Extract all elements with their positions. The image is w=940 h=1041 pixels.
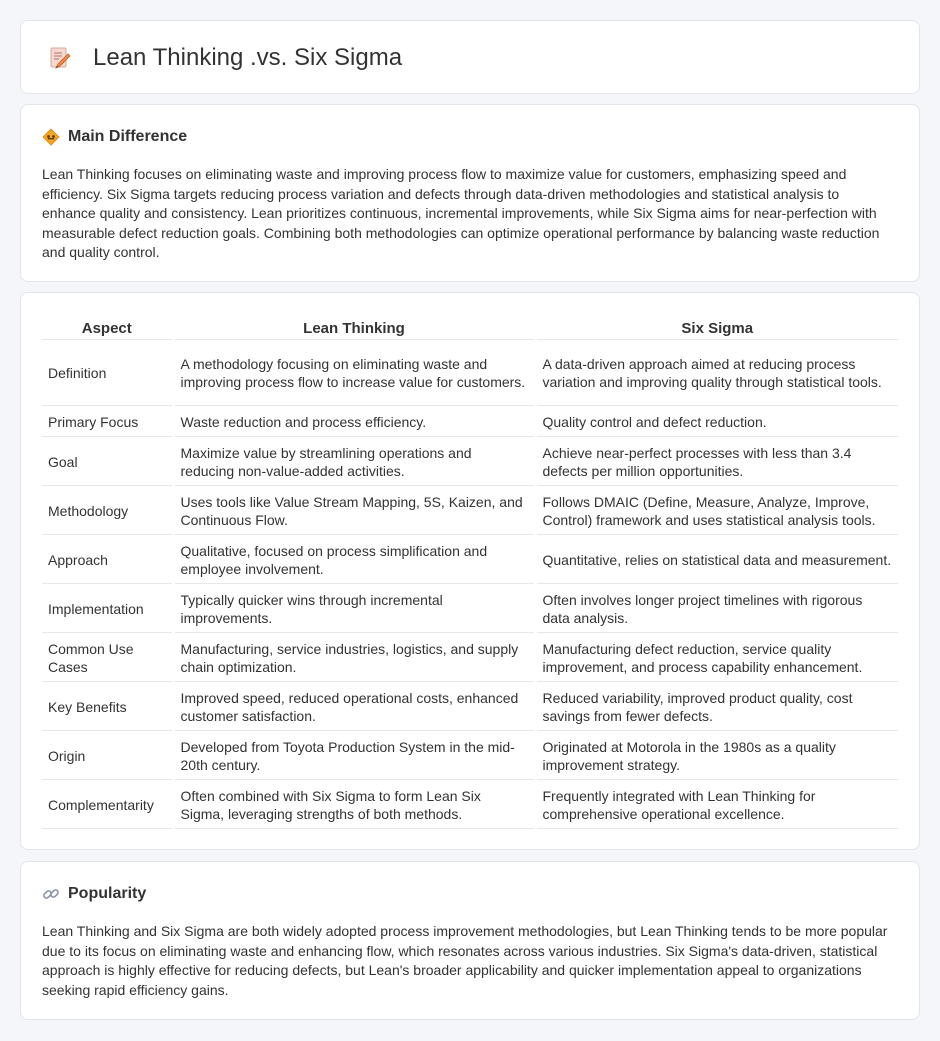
table-row [42, 632, 898, 681]
row-six-sigma: Follows DMAIC (Define, Measure, Analyze, Improve, Control) framework and uses statistical analysis tools. [535, 485, 898, 534]
header-lean-thinking: Lean Thinking [173, 315, 535, 339]
row-aspect: Key Benefits [42, 681, 173, 730]
row-lean: Manufacturing, service industries, logistics, and supply chain optimization. [173, 632, 535, 681]
comparison-table-card [20, 292, 920, 850]
main-difference-header [42, 128, 187, 146]
title-row [47, 44, 402, 72]
table-row [42, 436, 898, 485]
row-lean: Maximize value by streamlining operations and reducing non-value-added activities. [173, 436, 535, 485]
row-aspect: Approach [42, 534, 173, 583]
header-six-sigma: Six Sigma [535, 315, 898, 339]
row-lean: A methodology focusing on eliminating waste and improving process flow to increase value for customers. [173, 339, 535, 405]
row-six-sigma: Frequently integrated with Lean Thinking for comprehensive operational excellence. [535, 779, 898, 828]
page-title: Lean Thinking .vs. Six Sigma [93, 44, 403, 71]
table-row [42, 485, 898, 534]
popularity-text: Lean Thinking and Six Sigma are both widely adopted process improvement methodologies, but Lean Thinking tends to be more popular due to its focus on eliminating waste and enhancing flow, which resonates across various industries. Six Sigma's data-driven, statistical approach is highly effective for reducing defects, but Lean's broader applicability and quicker implementation appeal to organizations seeking rapid efficiency gains. [42, 923, 888, 998]
memo-pencil-icon [47, 45, 73, 71]
row-six-sigma: Quantitative, relies on statistical data and measurement. [535, 534, 898, 583]
diamond-sign-icon [42, 128, 60, 146]
popularity-heading: Popularity [68, 885, 147, 902]
row-aspect: Goal [42, 436, 173, 485]
table-row [42, 534, 898, 583]
row-lean: Often combined with Six Sigma to form Lean Six Sigma, leveraging strengths of both methods. [173, 779, 535, 828]
comparison-table [42, 315, 898, 829]
row-lean: Uses tools like Value Stream Mapping, 5S, Kaizen, and Continuous Flow. [173, 485, 535, 534]
main-difference-card [20, 104, 920, 282]
row-aspect: Origin [42, 730, 173, 779]
title-card [20, 20, 920, 94]
row-lean: Developed from Toyota Production System in the mid-20th century. [173, 730, 535, 779]
row-aspect: Complementarity [42, 779, 173, 828]
row-six-sigma: Manufacturing defect reduction, service quality improvement, and process capability enhancement. [535, 632, 898, 681]
row-lean: Typically quicker wins through incremental improvements. [173, 583, 535, 632]
table-header-row [42, 315, 898, 339]
main-difference-text: Lean Thinking focuses on eliminating waste and improving process flow to maximize value for customers, emphasizing speed and efficiency. Six Sigma targets reducing process variation and defects through data-driven methodologies and statistical analysis to enhance quality and consistency. Lean prioritizes continuous, incremental improvements, while Six Sigma aims for near-perfection with measurable defect reduction goals. Combining both methodologies can optimize operational performance by balancing waste reduction and quality control. [42, 166, 880, 260]
table-row [42, 730, 898, 779]
row-aspect: Primary Focus [42, 405, 173, 436]
popularity-card [20, 861, 920, 1020]
link-icon [42, 885, 60, 903]
row-lean: Qualitative, focused on process simplification and employee involvement. [173, 534, 535, 583]
main-difference-heading: Main Difference [68, 128, 188, 145]
row-six-sigma: Often involves longer project timelines with rigorous data analysis. [535, 583, 898, 632]
header-aspect: Aspect [42, 315, 173, 339]
row-six-sigma: A data-driven approach aimed at reducing process variation and improving quality through statistical tools. [535, 339, 898, 405]
table-row [42, 681, 898, 730]
row-aspect: Definition [42, 339, 173, 405]
row-six-sigma: Achieve near-perfect processes with less than 3.4 defects per million opportunities. [535, 436, 898, 485]
table-row [42, 405, 898, 436]
row-aspect: Methodology [42, 485, 173, 534]
row-aspect: Common Use Cases [42, 632, 173, 681]
row-lean: Waste reduction and process efficiency. [173, 405, 535, 436]
row-six-sigma: Originated at Motorola in the 1980s as a quality improvement strategy. [535, 730, 898, 779]
table-row [42, 583, 898, 632]
row-six-sigma: Reduced variability, improved product quality, cost savings from fewer defects. [535, 681, 898, 730]
row-six-sigma: Quality control and defect reduction. [535, 405, 898, 436]
row-aspect: Implementation [42, 583, 173, 632]
popularity-header [42, 885, 146, 903]
table-row [42, 779, 898, 828]
row-lean: Improved speed, reduced operational costs, enhanced customer satisfaction. [173, 681, 535, 730]
table-row [42, 339, 898, 405]
